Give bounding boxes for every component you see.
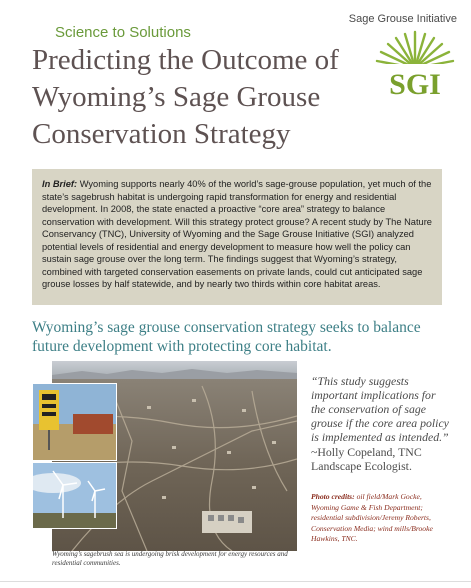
pull-quote: “This study suggests important implications for the conservation of sage grouse if the core area policy is implemented as intended.” — [311, 374, 449, 444]
photo-credits-text: oil field/Mark Gocke, Wyoming Game & Fish Department; residential subdivision/Jeremy Roberts, Conservation Media; wind mills/Brooke Hawkins, TNC. — [311, 492, 433, 543]
photo-credits — [311, 492, 451, 545]
subheading: Wyoming’s sage grouse conservation strategy seeks to balance future development with protecting core habitat. — [32, 319, 421, 355]
series-kicker: Science to Solutions — [55, 24, 191, 41]
in-brief-text: Wyoming supports nearly 40% of the world’s sage-grouse population, yet much of the state’s sagebrush habitat is undergoing rapid transformation for energy and residential development. In 2008, the state enacted a proactive “core area” strategy to balance conservation with development. Will this strategy protect grouse? A recent study by The Nature Conservancy (TNC), University of Wyoming and the Sage Grouse Initiative (SGI) analyzed potential levels of residential and energy development to measure how well the policy can sustain sage grouse over the long term. The findings suggest that Wyoming’s strategy, combined with targeted conservation easements on private lands, could cut anticipated sage grouse losses by half statewide, and by nearly two thirds within core habitat areas. — [42, 179, 432, 289]
residential-subdivision-photo — [32, 383, 117, 461]
photo-caption: Wyoming’s sagebrush sea is undergoing brisk development for energy resources and residential communities. — [52, 550, 288, 567]
photo-credits-label: Photo credits: — [311, 492, 355, 501]
in-brief-label: In Brief: — [42, 179, 78, 189]
organization-name: Sage Grouse Initiative — [348, 13, 457, 25]
wind-mills-photo — [32, 462, 117, 529]
quote-attribution: ~Holly Copeland, TNC Landscape Ecologist. — [311, 445, 422, 473]
logo-text: SGI — [389, 68, 441, 101]
page-footer-rule — [0, 581, 471, 588]
page-title: Predicting the Outcome of Wyoming’s Sage Grouse Conservation Strategy — [32, 44, 339, 150]
in-brief-box — [32, 169, 442, 305]
